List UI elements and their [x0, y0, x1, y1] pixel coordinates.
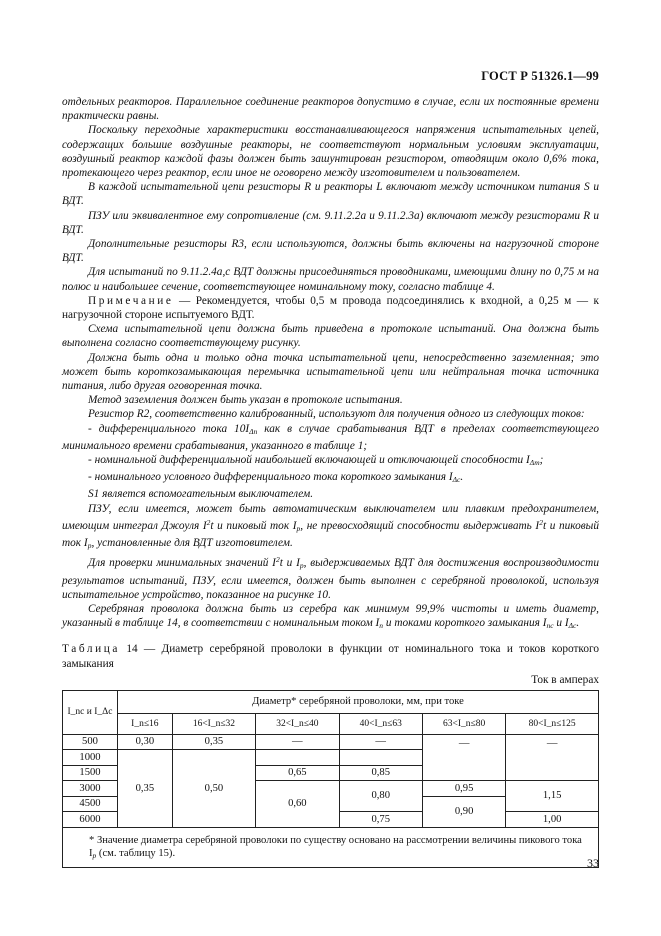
table-cell: 0,80 [339, 781, 422, 812]
table-row [63, 734, 599, 750]
text: как в случае срабатывания ВДТ в пределах соответствующего минимального времени срабатывания, указанного в таблице 1; [62, 422, 599, 452]
note [62, 294, 599, 322]
paragraph: ПЗУ или эквивалентное ему сопротивление (см. 9.11.2.2а и 9.11.2.3а) включают между резисторами R и ВДТ. [62, 209, 599, 236]
row-label: 1500 [63, 765, 118, 781]
table-cell: 1,00 [506, 812, 599, 828]
text: - номинальной дифференциальной наибольшей включающей и отключающей способности I [88, 454, 530, 467]
subscript: nc [546, 621, 554, 631]
paragraph [62, 602, 599, 633]
caption-label: Таблица [62, 643, 121, 656]
subscript: p [92, 851, 97, 861]
text: . [576, 617, 580, 630]
subscript: Δm [529, 458, 540, 468]
paragraph: Схема испытательной цепи должна быть приведена в протоколе испытаний. Она должна быть выполнена согласно соответствующему рисунку. [62, 323, 599, 350]
subscript: p [296, 523, 301, 533]
row-header: I_nc и I_Δc [63, 690, 118, 734]
subscript: Δc [452, 475, 461, 485]
text: Серебряная проволока должна быть из серебра как минимум 99,9% чистоты и иметь диаметр, указанный в таблице 14, в соответствии с номинальным током I [62, 602, 599, 630]
text: ; [539, 454, 544, 467]
text: , выдерживаемых ВДТ для достижения воспроизводимости результатов испытаний, ПЗУ, если имеется, должен быть выполнен с серебряной проволокой, используя испытательное устройство, показанное на рисунке 10. [62, 557, 599, 601]
note-text: — Рекомендуется, чтобы 0,5 м провода подсоединялись к входной, а 0,25 м — к нагрузочной стороне испытуемого ВДТ. [62, 294, 599, 322]
text: t и пиковый ток I [62, 519, 599, 550]
table-cell: — [256, 734, 339, 750]
subscript: p [87, 541, 92, 551]
table-cell: 0,95 [422, 781, 505, 797]
table-footnote [63, 827, 599, 867]
superscript: 2 [539, 517, 543, 527]
standard-header: ГОСТ Р 51326.1—99 [481, 69, 599, 83]
text: . [460, 471, 464, 484]
paragraph [62, 502, 599, 554]
group-header: Диаметр* серебряной проволоки, мм, при токе [118, 690, 599, 713]
table-cell: — [339, 734, 422, 750]
table-cell: 0,50 [172, 750, 255, 828]
page-number: 33 [587, 856, 599, 870]
column-header: 16<I_n≤32 [172, 713, 255, 734]
paragraph: В каждой испытательной цепи резисторы R и реакторы L включают между источником питания S и ВДТ. [62, 181, 599, 208]
text: (см. таблицу 15). [96, 848, 176, 860]
superscript: 2 [275, 555, 280, 565]
body-text [62, 95, 599, 868]
text: - номинального условного дифференциального тока короткого замыкания I [88, 471, 453, 484]
subscript: Δc [568, 621, 577, 631]
note-label: Примечание [88, 294, 174, 307]
row-label: 4500 [63, 796, 118, 812]
column-header: 40<I_n≤63 [339, 713, 422, 734]
caption-text: 14 — Диаметр серебряной проволоки в функции от номинального тока и токов короткого замыкания [62, 643, 599, 670]
list-item [62, 470, 599, 487]
paragraph: S1 является вспомогательным выключателем. [88, 488, 314, 501]
text: t и I [279, 557, 300, 570]
table-cell: 0,35 [172, 734, 255, 750]
subscript: Δn [249, 426, 258, 436]
paragraph: отдельных реакторов. Параллельное соединение реакторов допустимо в случае, если их постоянные времени практически равны. [62, 96, 599, 123]
text: t и пиковый ток I [210, 519, 297, 532]
list-item [62, 453, 599, 470]
text: - дифференциального тока 10I [88, 422, 250, 435]
table-cell: 0,30 [118, 734, 173, 750]
paragraph: Для испытаний по 9.11.2.4а,с ВДТ должны присоединяться проводниками, имеющими длину по 0,75 м на полюс и наибольшее сечение, соответствующее номинальному току, согласно таблице 4. [62, 266, 599, 293]
column-header: I_n≤16 [118, 713, 173, 734]
column-header: 32<I_n≤40 [256, 713, 339, 734]
text: , установленные для ВДТ изготовителем. [91, 537, 293, 550]
paragraph: Метод заземления должен быть указан в протоколе испытания. [88, 394, 403, 407]
table-cell: — [422, 734, 505, 781]
table-cell: 0,90 [422, 796, 505, 827]
data-table [62, 690, 599, 868]
column-header: 63<I_n≤80 [422, 713, 505, 734]
table-cell: 0,85 [339, 765, 422, 781]
text: * Значение диаметра серебряной проволоки по существу основано на рассмотрении величины пикового тока I [89, 834, 582, 860]
subscript: p [299, 561, 304, 571]
table-cell [256, 750, 339, 766]
row-label: 1000 [63, 750, 118, 766]
superscript: 2 [206, 517, 211, 527]
table-caption [62, 642, 599, 670]
subscript: n [379, 621, 384, 631]
table-cell: — [506, 734, 599, 781]
text: , не превосходящий способности выдерживать I [300, 519, 540, 532]
table-cell: 0,75 [339, 812, 422, 828]
table-cell: 0,60 [256, 781, 339, 828]
text: и I [553, 617, 569, 630]
paragraph: Дополнительные резисторы R3, если используются, должны быть включены на нагрузочной стороне ВДТ. [62, 238, 599, 265]
table-cell: 0,65 [256, 765, 339, 781]
paragraph: Поскольку переходные характеристики восстанавливающегося напряжения испытательных цепей, содержащих большие воздушные реакторы, не соответствуют нормальным условиям эксплуатации, воздушный реактор каждой фазы должен быть зашунтирован резистором, отводящим около 0,6% тока, протекающего через реактор, если иное не оговорено между изготовителем и пользователем. [62, 124, 599, 180]
table-unit: Ток в амперах [531, 673, 599, 686]
table-note-row [63, 827, 599, 867]
table-cell: 1,15 [506, 781, 599, 812]
text: и токами короткого замыкания I [383, 617, 547, 630]
row-label: 3000 [63, 781, 118, 797]
paragraph [62, 553, 599, 602]
text: Для проверки минимальных значений I [88, 557, 276, 570]
paragraph: Должна быть одна и только одна точка испытательной цепи, непосредственно заземленная; это может быть короткозамыкающая перемычка испытательной цепи или нейтральная точка источника питания, либо другая оговоренная точка. [62, 351, 599, 393]
row-label: 500 [63, 734, 118, 750]
row-label: 6000 [63, 812, 118, 828]
paragraph: Резистор R2, соответственно калиброванный, используют для получения одного из следующих токов: [88, 408, 585, 421]
table-cell: 0,35 [118, 750, 173, 828]
table-cell [339, 750, 422, 766]
text: ПЗУ, если имеется, может быть автоматическим выключателем или плавким предохранителем, имеющим интеграл Джоуля I [62, 502, 599, 532]
list-item [62, 422, 599, 453]
column-header: 80<I_n≤125 [506, 713, 599, 734]
